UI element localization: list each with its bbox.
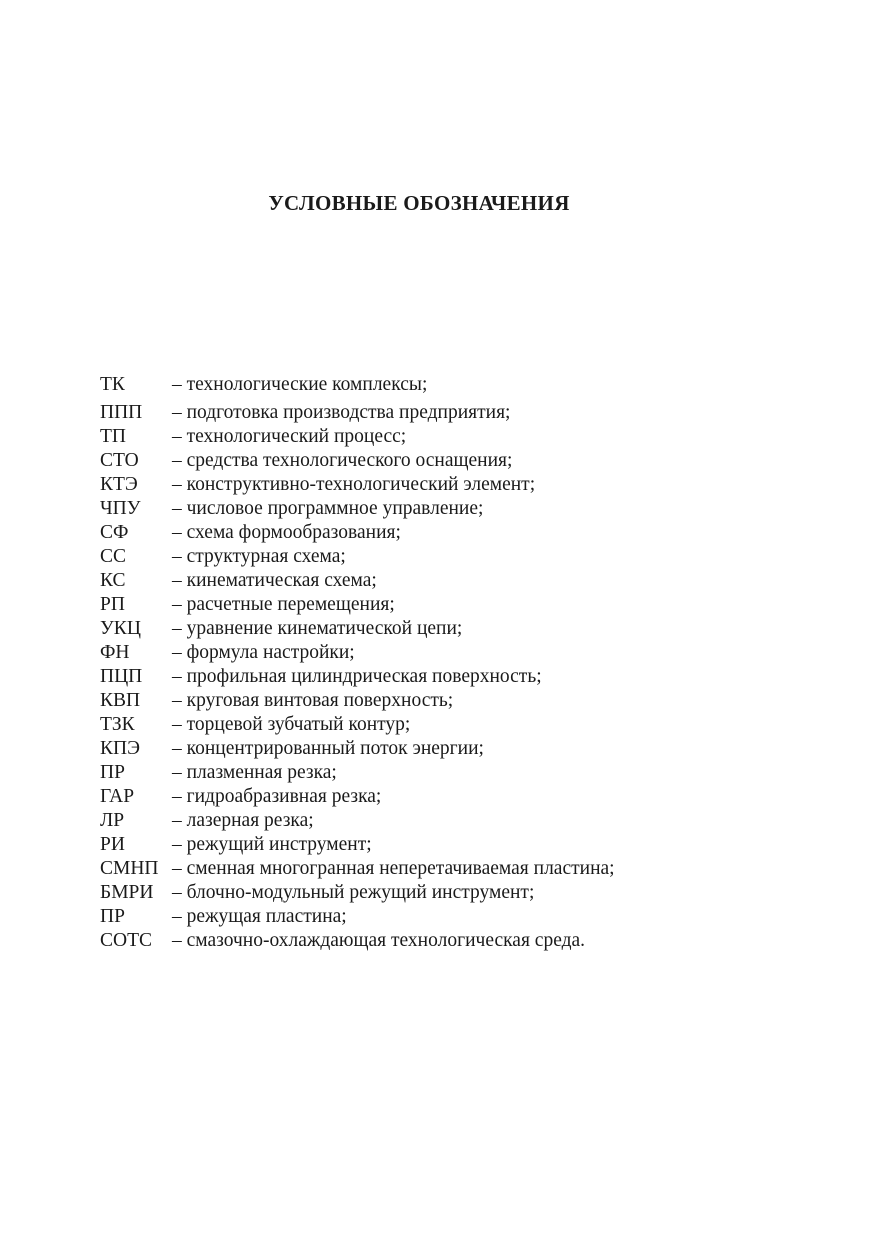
page-title: УСЛОВНЫЕ ОБОЗНАЧЕНИЯ (268, 191, 570, 215)
abbreviation-row (100, 665, 820, 689)
abbreviation-term: КТЭ (100, 474, 138, 495)
abbreviation-row (100, 809, 820, 833)
abbreviation-term: РП (100, 594, 125, 615)
abbreviation-definition: – концентрированный поток энергии; (172, 738, 484, 759)
abbreviation-row (100, 521, 820, 545)
abbreviation-term: ППП (100, 402, 143, 423)
abbreviation-term: УКЦ (100, 618, 141, 639)
abbreviation-row (100, 449, 820, 473)
abbreviation-row (100, 785, 820, 809)
abbreviation-definition: – торцевой зубчатый контур; (172, 714, 411, 735)
abbreviation-term: ФН (100, 642, 130, 663)
abbreviation-row (100, 641, 820, 665)
abbreviation-term: СС (100, 546, 127, 567)
abbreviation-term: ТП (100, 426, 126, 447)
abbreviation-row (100, 569, 820, 593)
abbreviation-definition: – технологические комплексы; (172, 374, 428, 395)
abbreviation-definition: – схема формообразования; (172, 522, 401, 543)
abbreviation-term: РИ (100, 834, 125, 855)
abbreviation-row (100, 881, 820, 905)
abbreviation-row (100, 545, 820, 569)
abbreviation-term: КПЭ (100, 738, 140, 759)
abbreviation-term: СТО (100, 450, 139, 471)
abbreviation-row (100, 905, 820, 929)
abbreviation-term: КС (100, 570, 126, 591)
abbreviation-term: КВП (100, 690, 141, 711)
abbreviation-definition: – формула настройки; (172, 642, 355, 663)
abbreviation-term: ПР (100, 906, 125, 927)
abbreviation-definition: – технологический процесс; (172, 426, 407, 447)
abbreviation-term: ТК (100, 374, 125, 395)
abbreviation-definition: – уравнение кинематической цепи; (172, 618, 463, 639)
abbreviation-definition: – режущий инструмент; (172, 834, 372, 855)
abbreviation-term: СМНП (100, 858, 159, 879)
abbreviation-row (100, 929, 820, 953)
abbreviation-row (100, 761, 820, 785)
abbreviation-definition: – числовое программное управление; (172, 498, 484, 519)
abbreviation-list (100, 373, 820, 953)
abbreviation-definition: – кинематическая схема; (172, 570, 377, 591)
abbreviation-row (100, 857, 820, 881)
abbreviation-term: ПЦП (100, 666, 143, 687)
abbreviation-row (100, 689, 820, 713)
abbreviation-term: ТЗК (100, 714, 135, 735)
abbreviation-row (100, 833, 820, 857)
abbreviation-definition: – лазерная резка; (172, 810, 314, 831)
abbreviation-definition: – подготовка производства предприятия; (172, 402, 511, 423)
abbreviation-definition: – профильная цилиндрическая поверхность; (172, 666, 542, 687)
abbreviation-definition: – режущая пластина; (172, 906, 347, 927)
abbreviation-row (100, 473, 820, 497)
abbreviation-row (100, 617, 820, 641)
abbreviation-term: БМРИ (100, 882, 154, 903)
abbreviation-row (100, 713, 820, 737)
abbreviation-row (100, 373, 820, 401)
abbreviation-definition: – структурная схема; (172, 546, 346, 567)
abbreviation-row (100, 593, 820, 617)
abbreviation-term: ЧПУ (100, 498, 141, 519)
abbreviation-row (100, 497, 820, 521)
abbreviation-definition: – блочно-модульный режущий инструмент; (172, 882, 535, 903)
abbreviation-row (100, 401, 820, 425)
abbreviation-row (100, 737, 820, 761)
abbreviation-definition: – сменная многогранная неперетачиваемая пластина; (172, 858, 615, 879)
abbreviation-definition: – круговая винтовая поверхность; (172, 690, 454, 711)
abbreviation-term: ЛР (100, 810, 125, 831)
abbreviation-term: СФ (100, 522, 129, 543)
abbreviation-definition: – смазочно-охлаждающая технологическая среда. (172, 930, 586, 951)
abbreviation-definition: – средства технологического оснащения; (172, 450, 513, 471)
abbreviation-definition: – расчетные перемещения; (172, 594, 395, 615)
abbreviation-definition: – плазменная резка; (172, 762, 337, 783)
abbreviation-row (100, 425, 820, 449)
abbreviation-definition: – конструктивно-технологический элемент; (172, 474, 536, 495)
abbreviation-definition: – гидроабразивная резка; (172, 786, 382, 807)
abbreviation-term: ПР (100, 762, 125, 783)
abbreviation-term: ГАР (100, 786, 135, 807)
abbreviation-term: СОТС (100, 930, 153, 951)
